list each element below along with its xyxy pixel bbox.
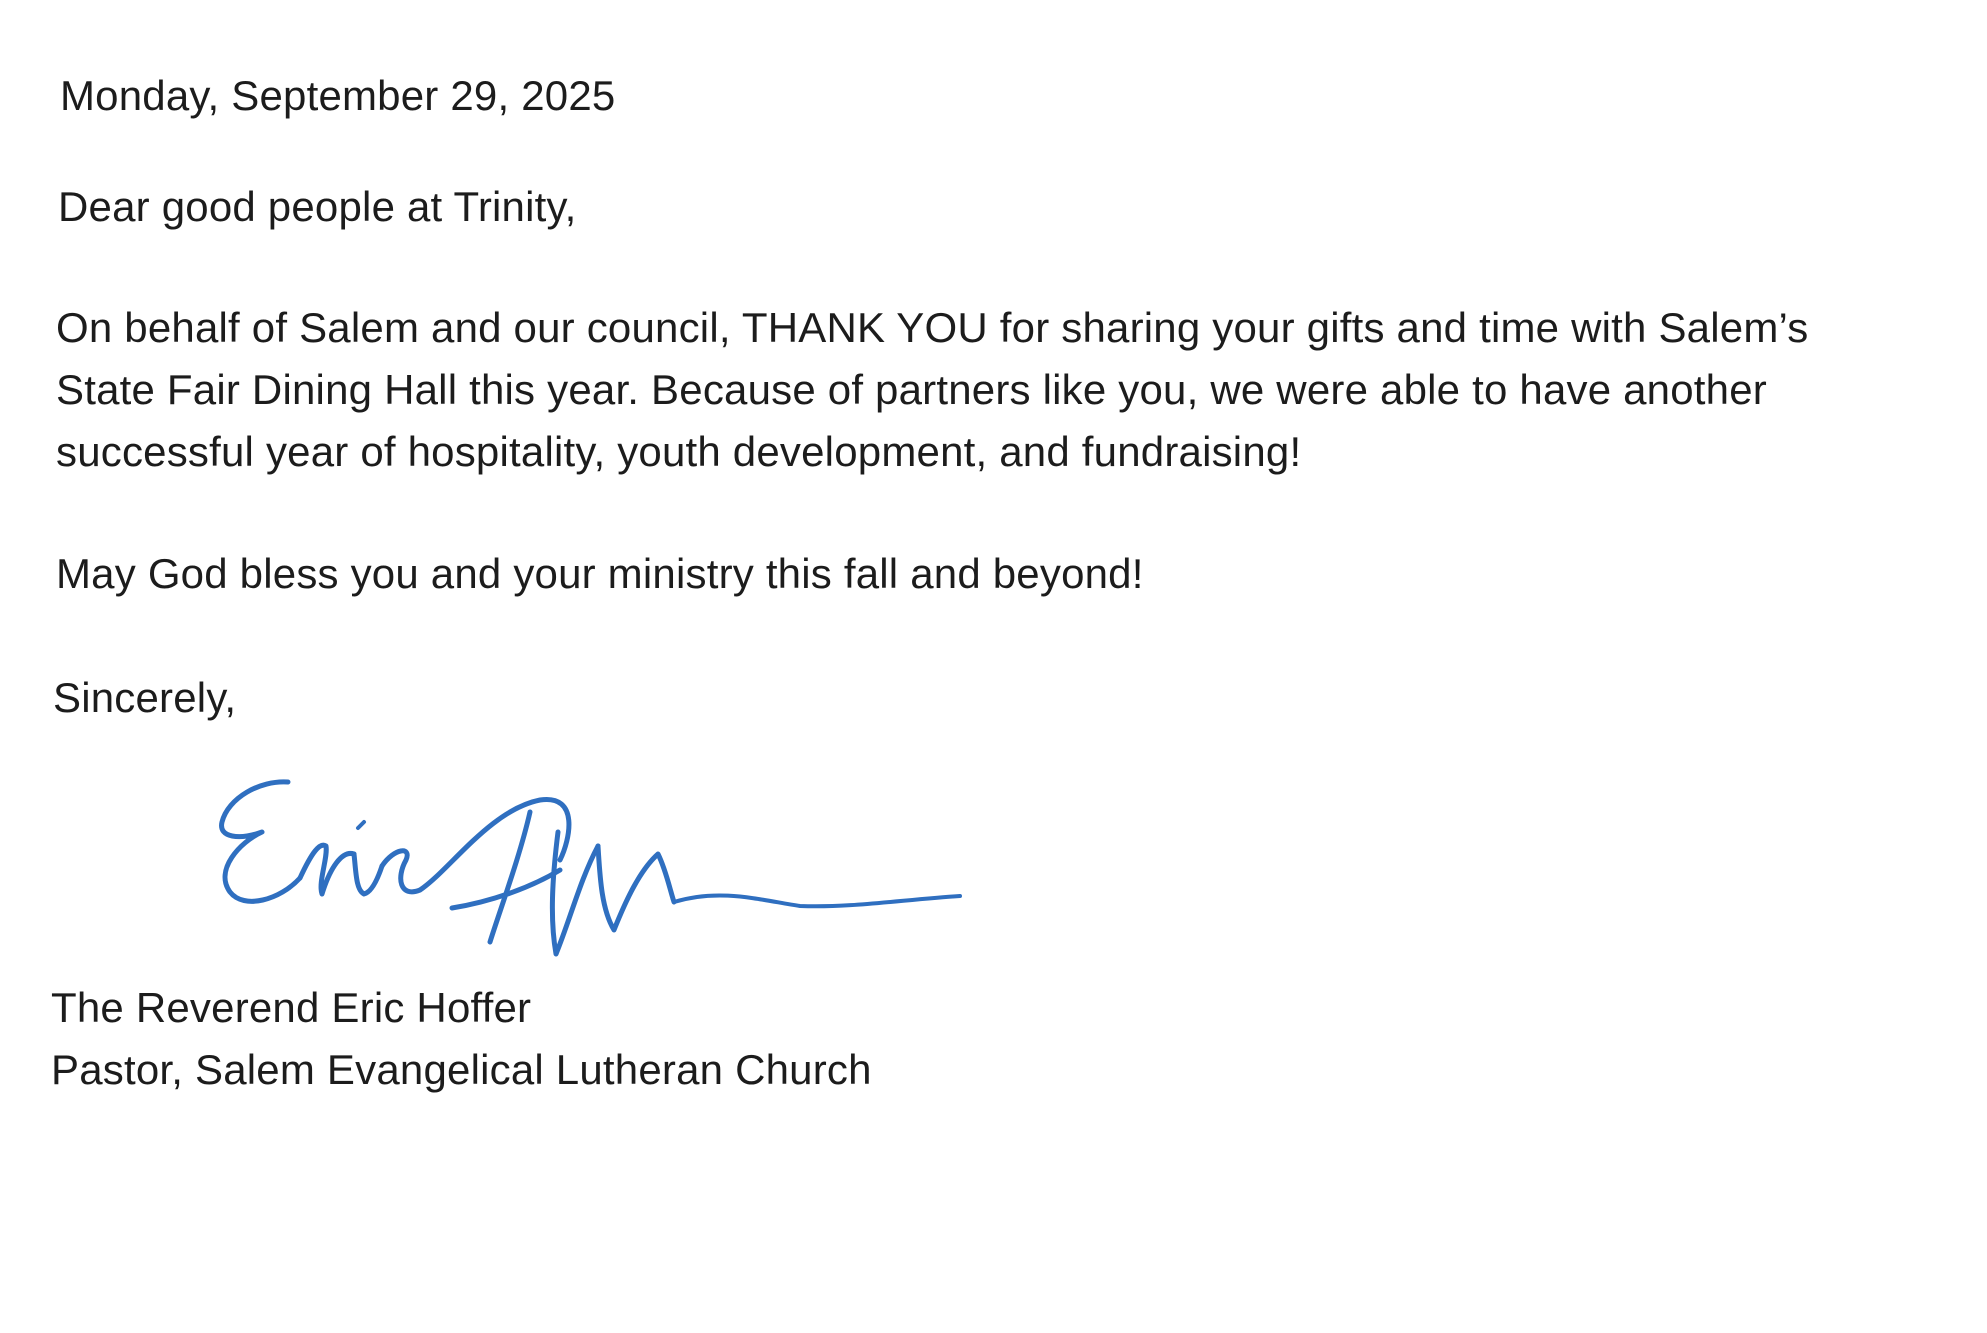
closing-line: Sincerely, [53,674,237,721]
letter-date: Monday, September 29, 2025 [60,72,616,119]
salutation: Dear good people at Trinity, [58,183,577,230]
signer-title: Pastor, Salem Evangelical Lutheran Church [51,1046,872,1093]
signer-name: The Reverend Eric Hoffer [51,984,532,1031]
body-line: State Fair Dining Hall this year. Because of partners like you, we were able to have another [56,366,1767,413]
body-paragraph [56,297,1809,483]
blessing-line: May God bless you and your ministry this fall and beyond! [56,550,1144,597]
body-line: successful year of hospitality, youth development, and fundraising! [56,428,1302,475]
body-line: On behalf of Salem and our council, THANK YOU for sharing your gifts and time with Salem’s [56,304,1809,351]
handwritten-signature [200,760,990,990]
